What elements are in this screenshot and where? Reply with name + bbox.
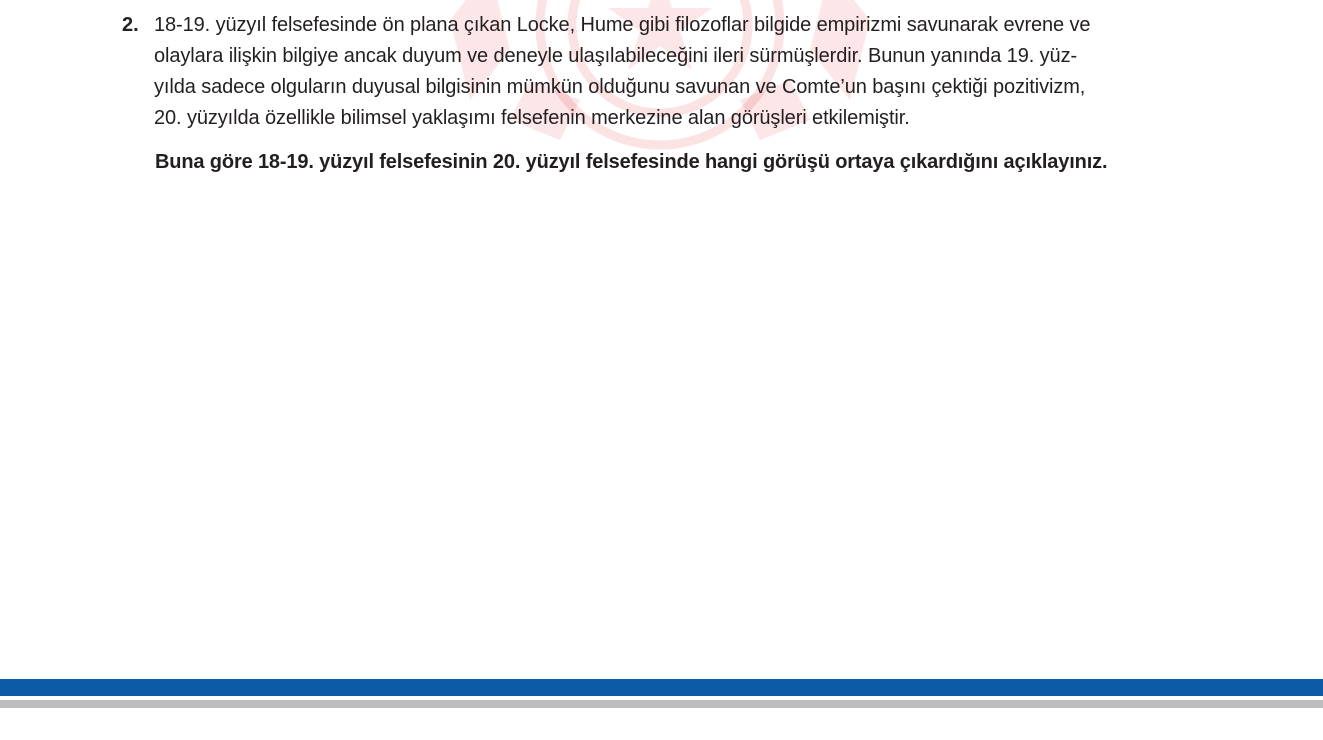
question-text [154,10,1212,134]
question-number: 2. [122,14,139,36]
question-line: olaylara ilişkin bilgiye ancak duyum ve deneyle ulaşılabileceğini ileri sürmüşlerdir. Bunun yanında 19. yüz- [154,45,1078,67]
question-line: 20. yüzyılda özellikle bilimsel yaklaşımı felsefenin merkezine alan görüşleri etkilemiştir. [154,107,910,129]
question-line: yılda sadece olguların duyusal bilgisinin mümkün olduğunu savunan ve Comte’un başını çektiği pozitivizm, [154,76,1086,98]
question-line: 18-19. yüzyıl felsefesinde ön plana çıkan Locke, Hume gibi filozoflar bilgide empirizmi savunarak evrene ve [154,14,1091,36]
question-prompt: Buna göre 18-19. yüzyıl felsefesinin 20. yüzyıl felsefesinde hangi görüşü ortaya çıkardığını açıklayınız. [155,151,1108,173]
footer-gray-bar [0,700,1323,708]
footer-blue-bar [0,679,1323,696]
question-block [122,10,1212,178]
